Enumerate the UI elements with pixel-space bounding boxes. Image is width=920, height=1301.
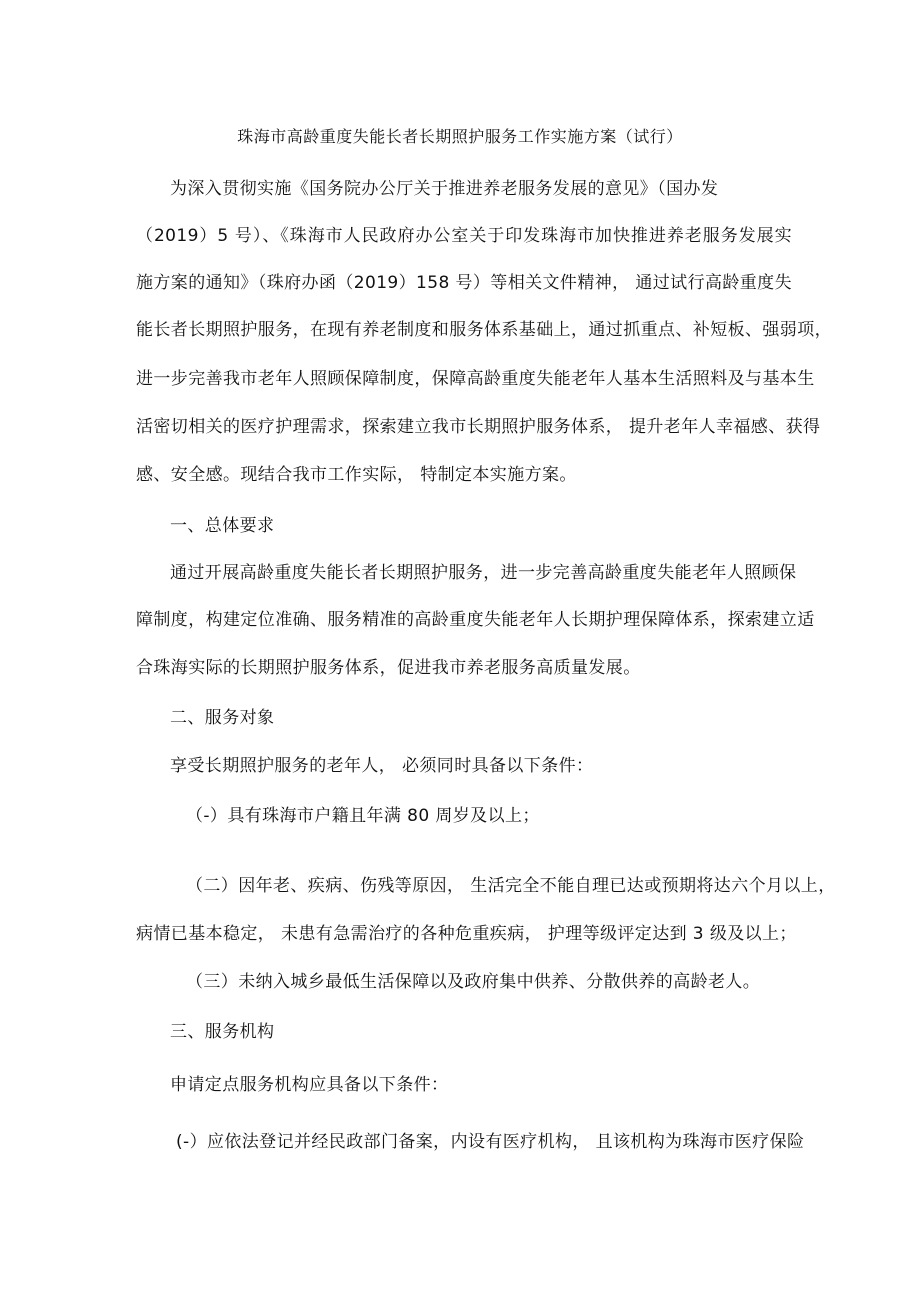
section2-item-1: （-）具有珠海市户籍且年满 80 周岁及以上； [186, 806, 540, 826]
intro-line-1: 为深入贯彻实施《国务院办公厅关于推进养老服务发展的意见》（国办发 [170, 179, 719, 199]
section2-item-3: （三）未纳入城乡最低生活保障以及政府集中供养、分散供养的高龄老人。 [186, 972, 761, 992]
section3-item-1: (-）应依法登记并经民政部门备案，内设有医疗机构， 且该机构为珠海市医疗保险 [176, 1132, 805, 1152]
section1-line-1: 通过开展高龄重度失能长者长期照护服务，进一步完善高龄重度失能老年人照顾保 [170, 563, 797, 583]
intro-line-2: （2019）5 号）、《珠海市人民政府办公室关于印发珠海市加快推进养老服务发展实 [136, 226, 792, 246]
section2-item-2-line-2: 病情已基本稳定， 未患有急需治疗的各种危重疾病， 护理等级评定达到 3 级及以上； [136, 924, 797, 944]
intro-line-6: 活密切相关的医疗护理需求，探索建立我市长期照护服务体系， 提升老年人幸福感、获得 [136, 417, 821, 437]
intro-line-3: 施方案的通知》（珠府办函（2019）158 号）等相关文件精神， 通过试行高龄重度失 [136, 273, 792, 293]
section-heading-overall: 一、总体要求 [170, 516, 275, 536]
section2-item-2-line-1: （二）因年老、疾病、伤残等原因， 生活完全不能自理已达或预期将达六个月以上， [186, 876, 836, 896]
section2-lead: 享受长期照护服务的老年人， 必须同时具备以下条件： [170, 756, 594, 776]
intro-line-4: 能长者长期照护服务，在现有养老制度和服务体系基础上，通过抓重点、补短板、强弱项， [136, 320, 832, 340]
intro-line-5: 进一步完善我市老年人照顾保障制度，保障高龄重度失能老年人基本生活照料及与基本生 [136, 369, 815, 389]
document-title: 珠海市高龄重度失能长者长期照护服务工作实施方案（试行） [237, 127, 683, 146]
intro-line-7: 感、安全感。现结合我市工作实际， 特制定本实施方案。 [136, 465, 577, 485]
section3-lead: 申请定点服务机构应具备以下条件： [170, 1075, 449, 1095]
section-heading-service-target: 二、服务对象 [170, 708, 275, 728]
section1-line-3: 合珠海实际的长期照护服务体系，促进我市养老服务高质量发展。 [136, 658, 641, 678]
section-heading-service-institution: 三、服务机构 [170, 1022, 275, 1042]
section1-line-2: 障制度，构建定位准确、服务精准的高龄重度失能老年人长期护理保障体系，探索建立适 [136, 610, 815, 630]
